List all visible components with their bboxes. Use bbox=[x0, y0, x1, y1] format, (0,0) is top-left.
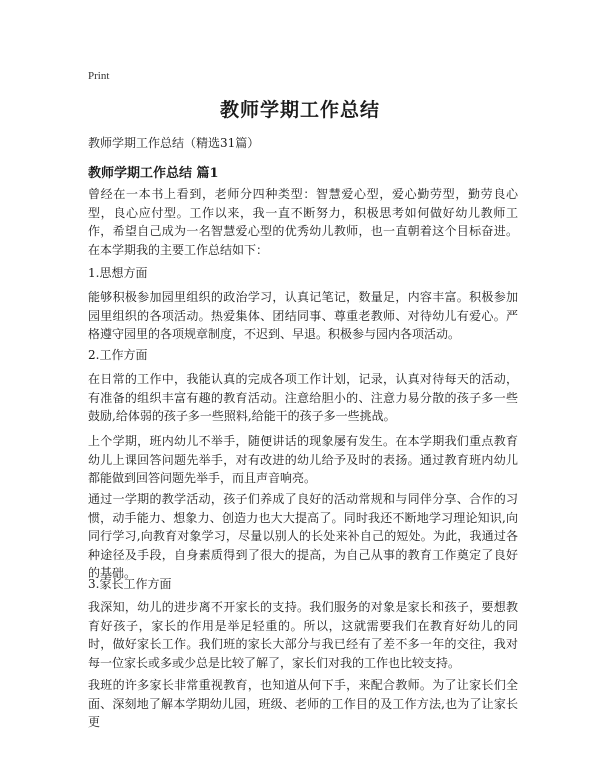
print-label: Print bbox=[88, 70, 110, 82]
paragraph-thought: 能够积极参加园里组织的政治学习，认真记笔记，数量足，内容丰富。积极参加园里组织的各项活动。热爱集体、团结同事、尊重老教师、对待幼儿有爱心。严格遵守园里的各项规章制度，不迟到、早退。积极参与园内各项活动。 bbox=[88, 290, 518, 341]
paragraph-work-3: 通过一学期的教学活动，孩子们养成了良好的活动常规和与同伴分享、合作的习惯，动手能力、想象力、创造力也大大提高了。同时我还不断地学习理论知识,向同行学习,向教育对象学习，尽量以别人的长处来补自己的短处。为此，我通过各种途径及手段，自身素质得到了很大的提高，为自己从事的教育工作奠定了良好的基础。 bbox=[88, 492, 518, 580]
heading-parents: 3.家长工作方面 bbox=[88, 577, 172, 591]
paragraph-work-2: 上个学期，班内幼儿不举手，随便讲话的现象屡有发生。在本学期我们重点教育幼儿上课回答问题先举手，对有改进的幼儿给予及时的表扬。通过教育班内幼儿都能做到回答问题先举手，而且声音响亮。 bbox=[88, 434, 518, 485]
heading-thought: 1.思想方面 bbox=[88, 266, 148, 280]
intro-paragraph: 曾经在一本书上看到，老师分四种类型：智慧爱心型，爱心勤劳型，勤劳良心型，良心应付型。工作以来，我一直不断努力，积极思考如何做好幼儿教师工作，希望自己成为一名智慧爱心型的优秀幼儿教师，也一直朝着这个目标奋进。在本学期我的主要工作总结如下： bbox=[88, 187, 518, 257]
section-title: 教师学期工作总结 篇1 bbox=[88, 166, 219, 181]
page-title: 教师学期工作总结 bbox=[219, 99, 380, 121]
paragraph-parents-1: 我深知，幼儿的进步离不开家长的支持。我们服务的对象是家长和孩子，要想教育好孩子，家长的作用是举足轻重的。所以，这就需要我们在教育好幼儿的同时，做好家长工作。我们班的家长大部分与我已经有了差不多一年的交往，我对每一位家长或多或少总是比较了解了，家长们对我的工作也比较支持。 bbox=[88, 600, 518, 670]
paragraph-work-1: 在日常的工作中，我能认真的完成各项工作计划，记录，认真对待每天的活动，有准备的组织丰富有趣的教育活动。注意给胆小的、注意力易分散的孩子多一些鼓励,给体弱的孩子多一些照料,给能干的孩子多一些挑战。 bbox=[88, 372, 518, 423]
paragraph-parents-2: 我班的许多家长非常重视教育，也知道从何下手，来配合教师。为了让家长们全面、深刻地了解本学期幼儿园，班级、老师的工作目的及工作方法,也为了让家长更 bbox=[88, 678, 518, 729]
document-subtitle: 教师学期工作总结（精选31篇） bbox=[88, 136, 260, 150]
heading-work: 2.工作方面 bbox=[88, 348, 148, 362]
